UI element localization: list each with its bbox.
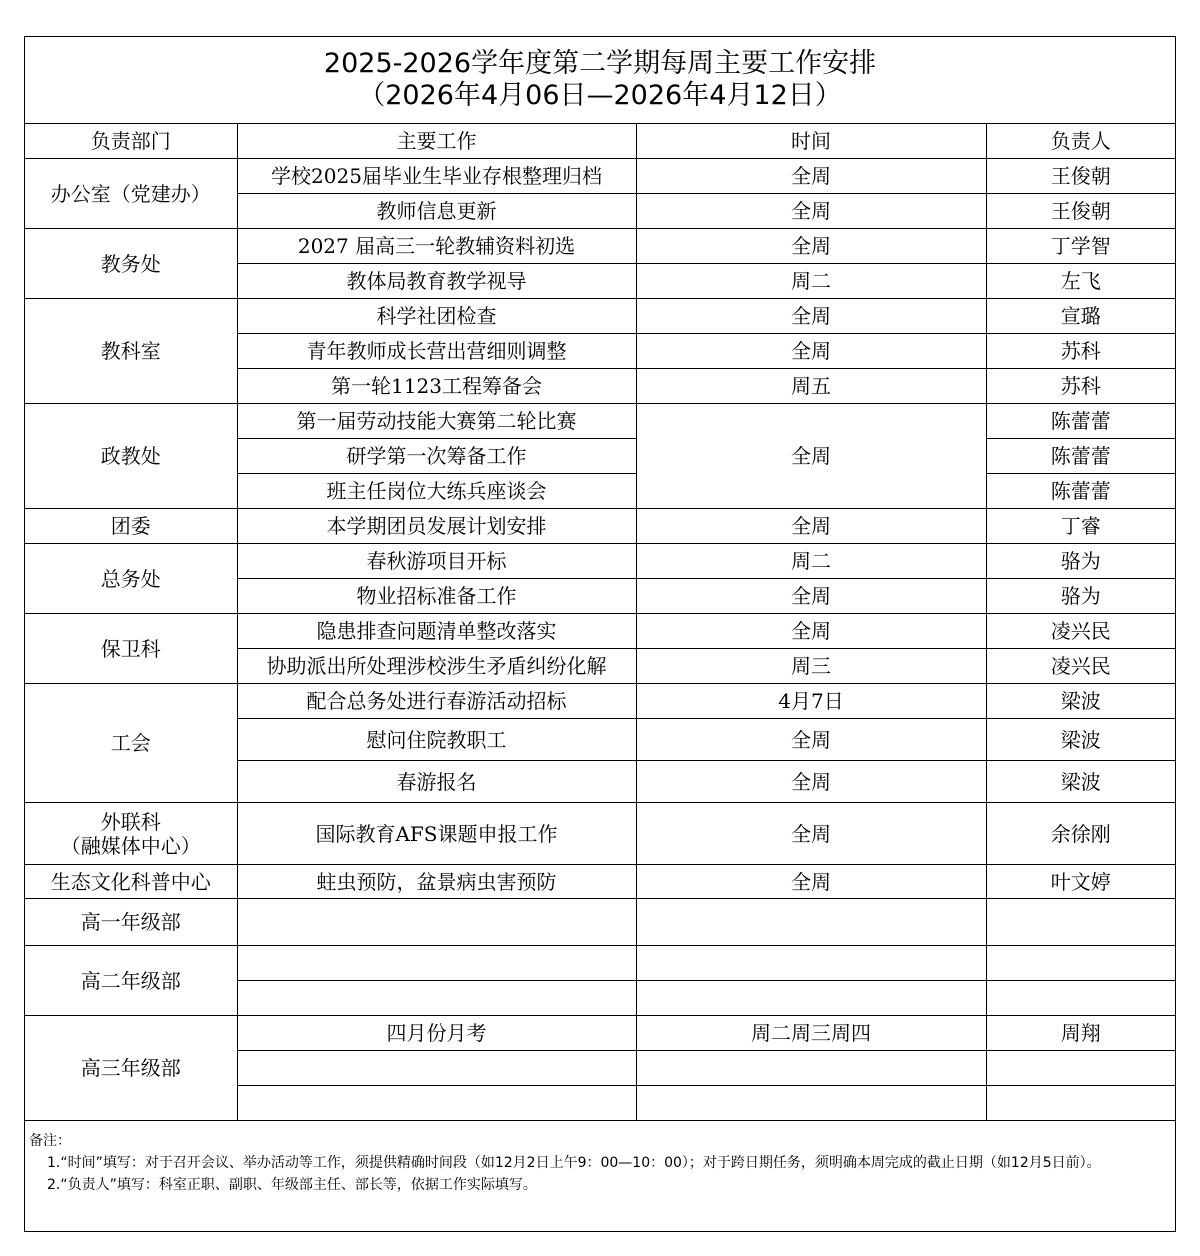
time-cell: 全周 bbox=[636, 299, 986, 334]
time-cell bbox=[636, 1086, 986, 1121]
table-row bbox=[25, 299, 1175, 334]
notes-heading: 备注： bbox=[29, 1133, 71, 1149]
table-row bbox=[25, 865, 1175, 899]
person-cell: 梁波 bbox=[986, 719, 1175, 761]
person-cell: 陈蕾蕾 bbox=[986, 404, 1175, 439]
time-cell bbox=[636, 981, 986, 1016]
department-cell: 保卫科 bbox=[25, 614, 237, 684]
time-cell: 全周 bbox=[636, 404, 986, 509]
person-cell: 余徐刚 bbox=[986, 803, 1175, 865]
table-row bbox=[25, 899, 1175, 946]
person-cell: 陈蕾蕾 bbox=[986, 439, 1175, 474]
department-cell: 教科室 bbox=[25, 299, 237, 404]
task-cell: 教师信息更新 bbox=[237, 194, 636, 229]
table-row bbox=[25, 404, 1175, 439]
person-cell bbox=[986, 899, 1175, 946]
task-cell bbox=[237, 1051, 636, 1086]
person-cell: 梁波 bbox=[986, 684, 1175, 719]
time-cell: 全周 bbox=[636, 865, 986, 899]
person-cell: 苏科 bbox=[986, 334, 1175, 369]
department-cell bbox=[25, 803, 237, 865]
time-cell: 全周 bbox=[636, 229, 986, 264]
time-cell: 全周 bbox=[636, 159, 986, 194]
header-department: 负责部门 bbox=[25, 124, 237, 159]
time-cell bbox=[636, 899, 986, 946]
task-cell: 隐患排查问题清单整改落实 bbox=[237, 614, 636, 649]
header-task: 主要工作 bbox=[237, 124, 636, 159]
time-cell: 周二 bbox=[636, 544, 986, 579]
table-row bbox=[25, 159, 1175, 194]
note-item-time: 1.“时间”填写：对于召开会议、举办活动等工作，须提供精确时间段（如12月2日上午9：00—10：00）；对于跨日期任务，须明确本周完成的截止日期（如12月5日前）。 bbox=[47, 1155, 1101, 1171]
table-row bbox=[25, 544, 1175, 579]
time-cell: 周三 bbox=[636, 649, 986, 684]
time-cell bbox=[636, 1051, 986, 1086]
person-cell: 凌兴民 bbox=[986, 649, 1175, 684]
time-cell: 全周 bbox=[636, 334, 986, 369]
time-cell: 周二 bbox=[636, 264, 986, 299]
note-item-person: 2.“负责人”填写：科室正职、副职、年级部主任、部长等，依据工作实际填写。 bbox=[47, 1177, 537, 1193]
person-cell: 王俊朝 bbox=[986, 194, 1175, 229]
person-cell bbox=[986, 981, 1175, 1016]
person-cell: 骆为 bbox=[986, 579, 1175, 614]
person-cell bbox=[986, 1086, 1175, 1121]
person-cell: 宣璐 bbox=[986, 299, 1175, 334]
header-time: 时间 bbox=[636, 124, 986, 159]
time-cell: 周二周三周四 bbox=[636, 1016, 986, 1051]
task-cell bbox=[237, 899, 636, 946]
header-row bbox=[25, 124, 1175, 159]
task-cell: 青年教师成长营出营细则调整 bbox=[237, 334, 636, 369]
time-cell: 全周 bbox=[636, 719, 986, 761]
time-cell: 全周 bbox=[636, 579, 986, 614]
person-cell: 丁睿 bbox=[986, 509, 1175, 544]
schedule-sheet bbox=[24, 36, 1176, 1232]
schedule-table bbox=[25, 124, 1175, 1121]
department-cell: 政教处 bbox=[25, 404, 237, 509]
table-row bbox=[25, 946, 1175, 981]
task-cell: 配合总务处进行春游活动招标 bbox=[237, 684, 636, 719]
task-cell: 慰问住院教职工 bbox=[237, 719, 636, 761]
table-row bbox=[25, 614, 1175, 649]
department-cell: 教务处 bbox=[25, 229, 237, 299]
time-cell: 全周 bbox=[636, 761, 986, 803]
table-row bbox=[25, 803, 1175, 865]
department-cell: 高一年级部 bbox=[25, 899, 237, 946]
time-cell: 全周 bbox=[636, 194, 986, 229]
time-cell: 全周 bbox=[636, 614, 986, 649]
task-cell: 协助派出所处理涉校涉生矛盾纠纷化解 bbox=[237, 649, 636, 684]
department-cell: 工会 bbox=[25, 684, 237, 803]
person-cell: 梁波 bbox=[986, 761, 1175, 803]
header-person: 负责人 bbox=[986, 124, 1175, 159]
time-cell: 全周 bbox=[636, 803, 986, 865]
task-cell bbox=[237, 946, 636, 981]
task-cell: 四月份月考 bbox=[237, 1016, 636, 1051]
person-cell: 骆为 bbox=[986, 544, 1175, 579]
title-block bbox=[25, 37, 1175, 124]
task-cell: 蛀虫预防，盆景病虫害预防 bbox=[237, 865, 636, 899]
date-range-subtitle: （2026年4月06日—2026年4月12日） bbox=[358, 80, 842, 111]
task-cell: 学校2025届毕业生毕业存根整理归档 bbox=[237, 159, 636, 194]
person-cell: 左飞 bbox=[986, 264, 1175, 299]
person-cell bbox=[986, 1051, 1175, 1086]
task-cell: 2027 届高三一轮教辅资料初选 bbox=[237, 229, 636, 264]
task-cell: 教体局教育教学视导 bbox=[237, 264, 636, 299]
time-cell: 4月7日 bbox=[636, 684, 986, 719]
task-cell bbox=[237, 981, 636, 1016]
table-row bbox=[25, 229, 1175, 264]
task-cell: 研学第一次筹备工作 bbox=[237, 439, 636, 474]
person-cell: 陈蕾蕾 bbox=[986, 474, 1175, 509]
page-title: 2025-2026学年度第二学期每周主要工作安排 bbox=[323, 48, 877, 79]
table-row bbox=[25, 684, 1175, 719]
person-cell: 凌兴民 bbox=[986, 614, 1175, 649]
department-cell: 团委 bbox=[25, 509, 237, 544]
table-row bbox=[25, 509, 1175, 544]
task-cell: 春游报名 bbox=[237, 761, 636, 803]
time-cell: 全周 bbox=[636, 509, 986, 544]
department-cell: 办公室（党建办） bbox=[25, 159, 237, 229]
person-cell: 王俊朝 bbox=[986, 159, 1175, 194]
person-cell: 叶文婷 bbox=[986, 865, 1175, 899]
department-cell: 总务处 bbox=[25, 544, 237, 614]
time-cell bbox=[636, 946, 986, 981]
table-row bbox=[25, 1016, 1175, 1051]
department-subname: （融媒体中心） bbox=[60, 833, 201, 858]
task-cell: 第一轮1123工程筹备会 bbox=[237, 369, 636, 404]
task-cell: 春秋游项目开标 bbox=[237, 544, 636, 579]
person-cell: 苏科 bbox=[986, 369, 1175, 404]
notes-section bbox=[25, 1120, 1175, 1196]
department-cell: 高二年级部 bbox=[25, 946, 237, 1016]
department-name: 外联科 bbox=[100, 809, 161, 834]
task-cell: 国际教育AFS课题申报工作 bbox=[237, 803, 636, 865]
department-cell: 生态文化科普中心 bbox=[25, 865, 237, 899]
task-cell: 物业招标准备工作 bbox=[237, 579, 636, 614]
task-cell bbox=[237, 1086, 636, 1121]
person-cell bbox=[986, 946, 1175, 981]
department-cell: 高三年级部 bbox=[25, 1016, 237, 1121]
task-cell: 第一届劳动技能大赛第二轮比赛 bbox=[237, 404, 636, 439]
task-cell: 科学社团检查 bbox=[237, 299, 636, 334]
person-cell: 丁学智 bbox=[986, 229, 1175, 264]
task-cell: 班主任岗位大练兵座谈会 bbox=[237, 474, 636, 509]
task-cell: 本学期团员发展计划安排 bbox=[237, 509, 636, 544]
person-cell: 周翔 bbox=[986, 1016, 1175, 1051]
time-cell: 周五 bbox=[636, 369, 986, 404]
